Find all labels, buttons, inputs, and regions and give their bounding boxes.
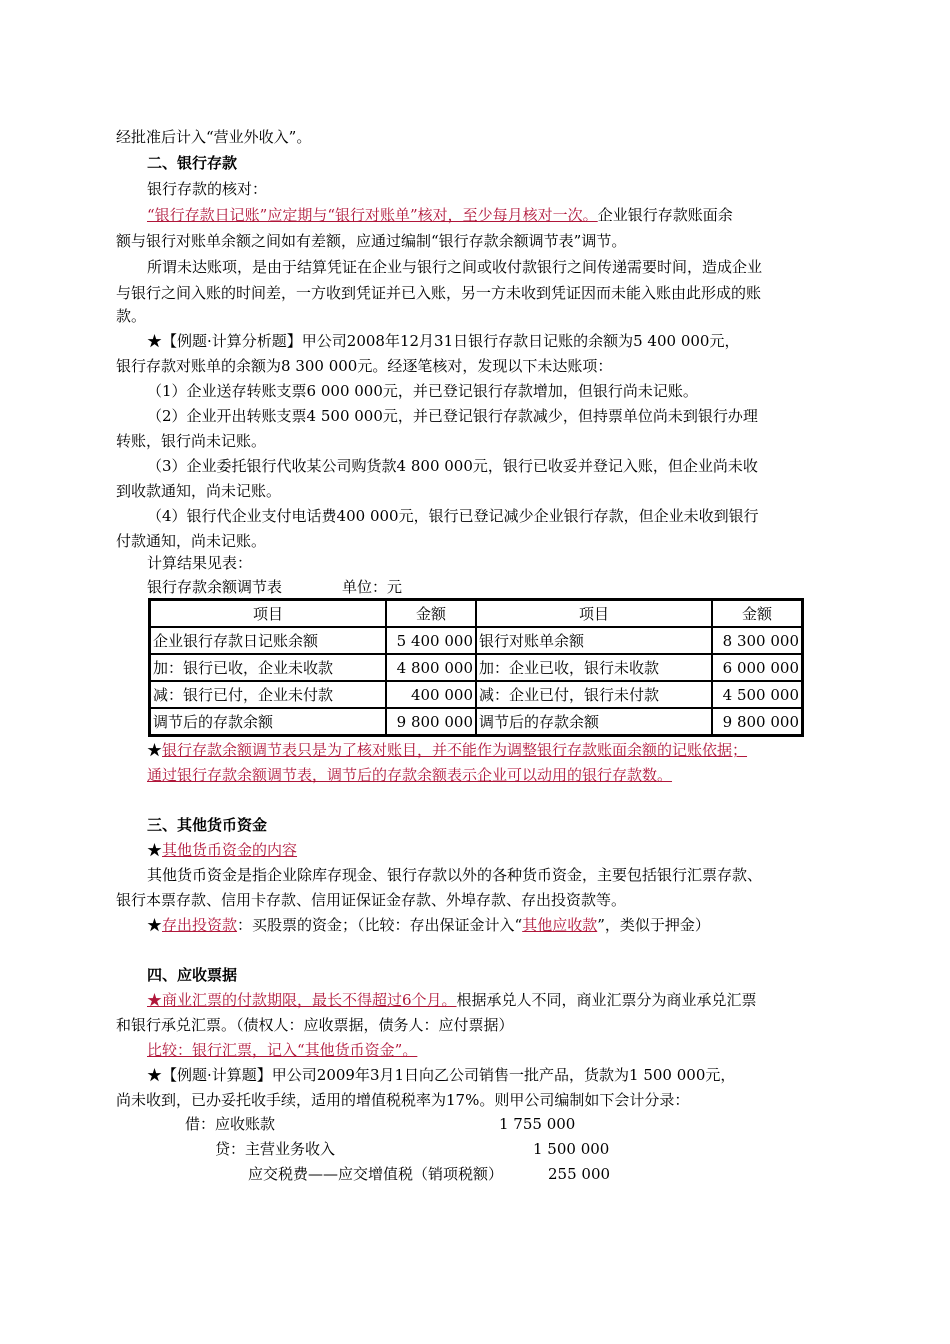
section-heading-bank-deposit: 二、银行存款 bbox=[147, 154, 238, 172]
highlight-text: 通过银行存款余额调节表，调节后的存款余额表示企业可以动用的银行存款数。 bbox=[147, 766, 673, 784]
table-cell: 调节后的存款余额 bbox=[476, 708, 712, 735]
paragraph-line bbox=[147, 1039, 837, 1063]
table-row bbox=[150, 627, 802, 654]
table-cell: 减：企业已付，银行未付款 bbox=[476, 681, 712, 708]
paragraph-line: 付款通知，尚未记账。 bbox=[116, 532, 267, 550]
table-header-cell: 项目 bbox=[150, 600, 386, 627]
paragraph-line: 银行存款的核对： bbox=[147, 180, 268, 198]
table-row bbox=[150, 654, 802, 681]
table-cell: 8 300 000 bbox=[712, 627, 802, 654]
table-caption: 银行存款余额调节表 单位：元 bbox=[147, 578, 403, 596]
paragraph-line: 尚未收到，已办妥托收手续，适用的增值税税率为17%。则甲公司编制如下会计分录： bbox=[116, 1091, 690, 1109]
journal-entry-credit-label: 贷：主营业务收入 bbox=[215, 1140, 336, 1158]
paragraph-line: ★【例题·计算题】甲公司2009年3月1日向乙公司销售一批产品，货款为1 500 000元， bbox=[147, 1066, 736, 1084]
journal-entry-debit-label: 借：应收账款 bbox=[185, 1115, 276, 1133]
table-cell: 9 800 000 bbox=[712, 708, 802, 735]
paragraph-line: ★存出投资款：买股票的资金；（比较：存出保证金计入“其他应收款”，类似于押金） bbox=[147, 916, 710, 934]
paragraph-line: 与银行之间入账的时间差，一方收到凭证并已入账，另一方未收到凭证因而未能入账由此形成的账 bbox=[116, 284, 762, 302]
paragraph-line: 转账，银行尚未记账。 bbox=[116, 432, 267, 450]
note-line bbox=[147, 739, 837, 763]
highlight-text: 其他货币资金的内容 bbox=[162, 841, 298, 859]
paragraph-line: ★【例题·计算分析题】甲公司2008年12月31日银行存款日记账的余额为5 400 000元， bbox=[147, 332, 740, 350]
table-header-cell: 金额 bbox=[712, 600, 802, 627]
paragraph-line: 额与银行对账单余额之间如有差额，应通过编制“银行存款余额调节表”调节。 bbox=[116, 232, 627, 250]
paragraph-line: 计算结果见表： bbox=[147, 554, 253, 572]
highlight-text: 比较：银行汇票，记入“其他货币资金”。 bbox=[147, 1041, 418, 1059]
table-header-cell: 金额 bbox=[386, 600, 476, 627]
table-cell: 加：银行已收，企业未收款 bbox=[150, 654, 386, 681]
table-cell: 加：企业已收，银行未收款 bbox=[476, 654, 712, 681]
journal-entry-credit-label: 应交税费——应交增值税（销项税额） bbox=[248, 1165, 504, 1183]
note-line bbox=[147, 764, 837, 788]
highlight-text: 其他应收款 bbox=[522, 916, 598, 934]
paragraph-line: 到收款通知，尚未记账。 bbox=[116, 482, 282, 500]
journal-entry-debit-amount: 1 755 000 bbox=[499, 1115, 576, 1133]
highlight-text: “银行存款日记账”应定期与“银行对账单”核对，至少每月核对一次。 bbox=[147, 206, 598, 224]
table-cell: 400 000 bbox=[386, 681, 476, 708]
paragraph-line: （3）企业委托银行代收某公司购货款4 800 000元，银行已收妥并登记入账，但企业尚未收 bbox=[147, 457, 758, 475]
table-header-row bbox=[150, 600, 802, 627]
journal-entry-credit-amount: 1 500 000 bbox=[533, 1140, 610, 1158]
table-cell: 减：银行已付，企业未付款 bbox=[150, 681, 386, 708]
paragraph-line: 其他货币资金是指企业除库存现金、银行存款以外的各种货币资金，主要包括银行汇票存款、 bbox=[147, 866, 763, 884]
paragraph-line bbox=[147, 839, 837, 863]
paragraph-line: （1）企业送存转账支票6 000 000元，并已登记银行存款增加，但银行尚未记账。 bbox=[147, 382, 698, 400]
paragraph-line: 款。 bbox=[116, 307, 147, 325]
journal-entry-credit-amount: 255 000 bbox=[548, 1165, 611, 1183]
paragraph-line: 银行本票存款、信用卡存款、信用证保证金存款、外埠存款、存出投资款等。 bbox=[116, 891, 627, 909]
paragraph-line: 所谓未达账项，是由于结算凭证在企业与银行之间或收付款银行之间传递需要时间，造成企业 bbox=[147, 258, 763, 276]
star-icon: ★ bbox=[147, 841, 163, 859]
highlight-text: ★商业汇票的付款期限，最长不得超过6个月。 bbox=[147, 991, 457, 1009]
table-cell: 银行对账单余额 bbox=[476, 627, 712, 654]
highlight-text: 存出投资款 bbox=[162, 916, 238, 934]
paragraph-line: （4）银行代企业支付电话费400 000元，银行已登记减少企业银行存款，但企业未收到银行 bbox=[147, 507, 759, 525]
table-cell: 企业银行存款日记账余额 bbox=[150, 627, 386, 654]
star-icon: ★ bbox=[147, 916, 163, 934]
highlight-text: 银行存款余额调节表只是为了核对账目，并不能作为调整银行存款账面余额的记账依据； bbox=[162, 741, 748, 759]
table-cell: 4 500 000 bbox=[712, 681, 802, 708]
table-cell: 6 000 000 bbox=[712, 654, 802, 681]
table-cell: 调节后的存款余额 bbox=[150, 708, 386, 735]
paragraph-line: “银行存款日记账”应定期与“银行对账单”核对，至少每月核对一次。企业银行存款账面余 bbox=[147, 206, 733, 224]
section-heading-notes-receivable: 四、应收票据 bbox=[147, 966, 238, 984]
table-cell: 9 800 000 bbox=[386, 708, 476, 735]
paragraph-line: 和银行承兑汇票。（债权人：应收票据，债务人：应付票据） bbox=[116, 1016, 514, 1034]
table-cell: 4 800 000 bbox=[386, 654, 476, 681]
table-cell: 5 400 000 bbox=[386, 627, 476, 654]
table-row bbox=[150, 681, 802, 708]
paragraph-line: （2）企业开出转账支票4 500 000元，并已登记银行存款减少，但持票单位尚未到银行办理 bbox=[147, 407, 758, 425]
star-icon: ★ bbox=[147, 741, 163, 759]
section-heading-other-funds: 三、其他货币资金 bbox=[147, 816, 268, 834]
paragraph-line: 经批准后计入“营业外收入”。 bbox=[116, 128, 312, 146]
table-header-cell: 项目 bbox=[476, 600, 712, 627]
table-row bbox=[150, 708, 802, 735]
reconciliation-table bbox=[148, 598, 804, 737]
paragraph-line: 银行存款对账单的余额为8 300 000元。经逐笔核对，发现以下未达账项： bbox=[116, 357, 613, 375]
paragraph-line: ★商业汇票的付款期限，最长不得超过6个月。根据承兑人不同，商业汇票分为商业承兑汇票 bbox=[147, 991, 757, 1009]
